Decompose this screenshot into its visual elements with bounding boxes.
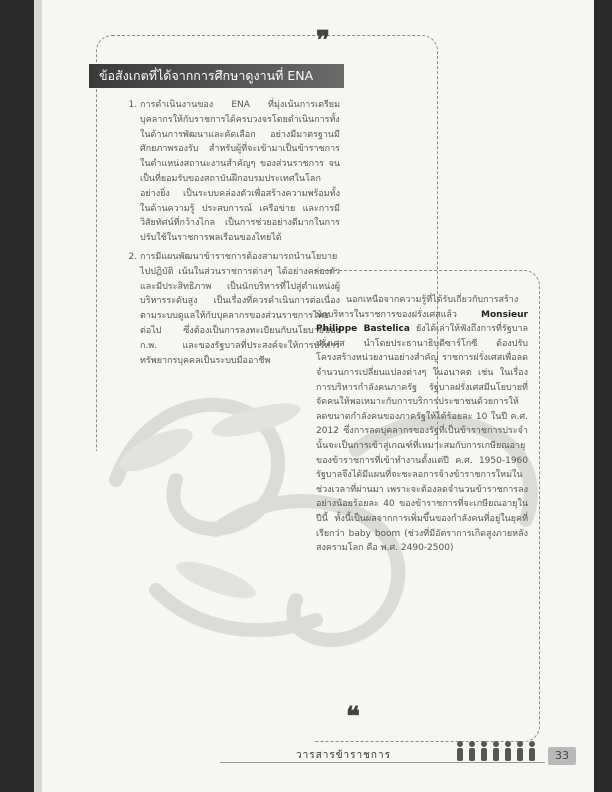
page-number: 33 bbox=[548, 747, 576, 765]
list-item: 2. การมีแผนพัฒนาข้าราชการต้องสามารถนำนโยบายไปปฏิบัติ เน้นในส่วนราชการต่างๆ ได้อย่างคล่องตัวและมีประสิทธิภาพ เป็นนักบริหารที่ไปสู่ตำแหน่งผู้บริหารระดับสูง เป็นเรื่องที่ควรดำเนินการต่อเนื่องตามระบบดูแลให้กับบุคลากรของส่วนราชการไทยต่อไป ซึ่งต้องเป็นการลงทะเบียนกับนโยบายของ ก.พ. และของรัฐบาลที่ประสงค์จะให้การบริหารทรัพยากรบุคคลเป็นระบบมืออาชีพ bbox=[140, 250, 340, 368]
document-page bbox=[34, 0, 594, 792]
list-item: 1. การดำเนินงานของ ENA ที่มุ่งเน้นการเตรียมบุคลากรให้กับราชการได้ครบวงจรโดยดำเนินการทั้งในด้านการพัฒนาและคัดเลือก อย่างมีมาตรฐานมีศักยภาพรองรับ สำหรับผู้ที่จะเข้ามาเป็นข้าราชการในตำแหน่งสถานะงานสำคัญๆ ของส่วนราชการ จนเป็นที่ยอมรับของสถาบันฝึกอบรมประเทศในโลกอย่างยิ่ง เป็นระบบคล่องตัวเพื่อสร้างความพร้อมทั้งในด้านความรู้ ประสบการณ์ เครือข่าย และการมีวิสัยทัศน์ที่กว้างไกล เป็นการช่วยอย่างดีมากในการปรับใช้ในราชการพลเรือนของไทยได้ bbox=[140, 98, 340, 246]
observations-list bbox=[122, 98, 340, 368]
page-binding-edge bbox=[34, 0, 42, 792]
paragraph-text: ยังได้เล่าให้ฟังถึงการที่รัฐบาลฝรั่งเศส นำโดยประธานาธิบดีซาร์โกซี ต้องปรับโครงสร้างหน่วยงานอย่างสำคัญ ราชการฝรั่งเศสเพื่อลดจำนวนการเปลี่ยนแปลงต่างๆ ในอนาคต เช่น ในเรื่องการบริหารกำลังคนภาครัฐ รัฐบาลฝรั่งเศสมีนโยบายที่จัดคนให้พอเหมาะกับการบริการประชาชนด้วยการให้ลดขนาดกำลังคนของภาครัฐให้ได้ร้อยละ 10 ในปี ค.ศ. 2012 ซึ่งการลดบุคลากรของรัฐที่เป็นข้าราชการประจำนั้นจะเป็นการเข้าสู่เกณฑ์ที่เหมาะสมกับการเกษียณอายุของข้าราชการที่เข้าทำงานตั้งแต่ปี ค.ศ. 1950-1960 รัฐบาลจึงได้มีแผนที่จะชะลอการจ้างข้าราชการใหม่ในช่วงเวลาที่ผ่านมา เพราะจะต้องลดจำนวนข้าราชการลงอย่างน้อยร้อยละ 40 ของข้าราชการที่จะเกษียณอายุในปีนี้ ทั้งนี้เป็นผลจากการเพิ่มขึ้นของกำลังคนที่อยู่ในยุคที่เรียกว่า baby boom (ช่วงที่มีอัตราการเกิดสูงภายหลังสงครามโลก คือ พ.ศ. 2490-2500) bbox=[316, 324, 528, 554]
footer-rule bbox=[220, 762, 545, 763]
right-column-paragraph bbox=[316, 293, 528, 556]
paragraph-text: นอกเหนือจากความรู้ที่ได้รับเกี่ยวกับการสร้างนักบริหารในราชการของฝรั่งเศสแล้ว bbox=[316, 295, 519, 320]
section-heading: ข้อสังเกตที่ได้จากการศึกษาดูงานที่ ENA bbox=[89, 64, 344, 88]
left-column bbox=[122, 98, 340, 372]
people-silhouette-icon bbox=[454, 740, 544, 762]
journal-title: วารสารข้าราชการ bbox=[296, 750, 391, 761]
person-name: Monsieur Philippe Bastelica bbox=[316, 309, 528, 335]
quote-close-mark: ❝ bbox=[346, 702, 360, 732]
quote-open-mark: ❞ bbox=[316, 26, 330, 56]
